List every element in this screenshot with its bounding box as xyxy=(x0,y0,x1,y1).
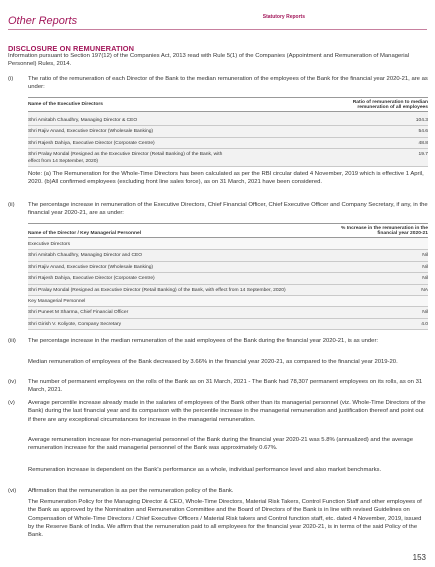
document-title: DISCLOSURE ON REMUNERATION xyxy=(8,44,135,53)
table2-name-cell: Shri Rajiv Anand, Executive Director (Wholesale Banking) xyxy=(28,261,328,272)
item-iii-text: The percentage increase in the median remuneration of the said employees of the Bank during the financial year 2020-21, is as under: xyxy=(28,338,379,344)
header-divider xyxy=(8,29,427,30)
item-iv-marker: (iv) xyxy=(8,379,17,385)
table1-name-cell: Shri Rajesh Dahiya, Executive Director (Corporate Centre) xyxy=(28,137,328,148)
director-ratio-table xyxy=(28,97,428,167)
table-row xyxy=(28,307,428,318)
table1-name-cell: Shri Amitabh Chaudhry, Managing Director & CEO xyxy=(28,112,328,126)
remuneration-policy-text: The Remuneration Policy for the Managing Director & CEO, Whole-Time Directors, Material Risk Takers, Control Function Staff and other employees of the Bank as approved by the Nomination and Remuneration Committee and the Board of Directors of the Bank is in line with revised Guidelines on Compensation of Whole-Time Directors / Chief Executive Officers / Material Risk takers and Control function staff, etc. dated 4 November, 2019, issued by the Reserve Bank of India. We affirm that the remuneration paid to all employees for the financial year 2020-21, is in terms of the said Policy of the Bank. xyxy=(28,499,422,539)
table1-value-cell: 54.6 xyxy=(328,126,428,137)
statutory-reports-label: Statutory Reports xyxy=(262,14,305,20)
table1-header-name: Name of the Executive Directors xyxy=(28,98,328,112)
table-row xyxy=(28,261,428,272)
table1-value-cell: 19.7 xyxy=(328,149,428,167)
item-vi-text: Affirmation that the remuneration is as per the remuneration policy of the Bank. xyxy=(28,488,234,494)
table1-note: Note: (a) The Remuneration for the Whole-Time Directors has been calculated as per the RBI circular dated 4 November, 2019 which is effective 1 April, 2020. (b)All confirmed employees (excluding front line sales force), as on 31 March, 2021 have been considered. xyxy=(28,171,424,186)
item-i-text: The ratio of the remuneration of each Director of the Bank to the median remuneration of the employees of the Bank for the financial year 2020-21, are as under: xyxy=(28,76,428,91)
table-row xyxy=(28,318,428,329)
table2-name-cell: Shri Puneet M Sharma, Chief Financial Officer xyxy=(28,307,328,318)
table1-value-cell: 48.8 xyxy=(328,137,428,148)
table2-value-cell: Nil xyxy=(328,250,428,261)
table2-value-cell: Nil xyxy=(328,307,428,318)
average-increase-text: Average remuneration increase for non-managerial personnel of the Bank during the financial year 2020-21 was 5.8% (annualized) and the average remuneration increase for the said managerial personnel of the Bank was approximately 0.67%. xyxy=(28,437,413,452)
table-row xyxy=(28,149,428,167)
intro-paragraph: Information pursuant to Section 197(12) of the Companies Act, 2013 read with Rule 5(1) of the Companies (Appointment and Remuneration of Managerial Personnel) Rules, 2014. xyxy=(8,53,410,68)
page-number: 153 xyxy=(412,553,426,562)
table-row xyxy=(28,250,428,261)
item-i-marker: (i) xyxy=(8,76,14,82)
table2-value-cell: 4.0 xyxy=(328,318,428,329)
table2-header-increase: % Increase in the remuneration in the financial year 2020-21 xyxy=(328,224,428,238)
performance-dependency-text: Remuneration increase is dependent on the Bank's performance as a whole, individual performance level and also market benchmarks. xyxy=(28,467,382,473)
item-iv-text: The number of permanent employees on the rolls of the Bank as on 31 March, 2021 - The Bank had 78,307 permanent employees on its rolls, as on 31 March, 2021. xyxy=(28,379,423,394)
table1-name-cell: Shri Rajiv Anand, Executive Director (Wholesale Banking) xyxy=(28,126,328,137)
table1-name-cell: Shri Pralay Mondal (Resigned as the Executive Director (Retail Banking) of the Bank, with effect from 14 September, 2020) xyxy=(28,149,328,167)
item-iii-marker: (iii) xyxy=(8,338,16,344)
table2-name-cell: Shri Amitabh Chaudhry, Managing Director and CEO xyxy=(28,250,328,261)
item-v-marker: (v) xyxy=(8,400,15,406)
item-v-text: Average percentile increase already made in the salaries of employees of the Bank other than its managerial personnel (viz. Whole-Time Directors of the Bank) during the last financial year and its comparison with the percentile increase in the managerial remuneration and justification thereof and point out if there are any exceptional circumstances for increase in the managerial remuneration. xyxy=(28,400,426,423)
table-row xyxy=(28,112,428,126)
table1-value-cell: 104.3 xyxy=(328,112,428,126)
table2-name-cell: Shri Girish V. Koliyote, Company Secretary xyxy=(28,318,328,329)
table2-value-cell: NA xyxy=(328,284,428,295)
table-row xyxy=(28,284,428,295)
table2-section-kmp: Key Managerial Personnel xyxy=(28,296,428,307)
table-row xyxy=(28,273,428,284)
item-ii-text: The percentage increase in remuneration of the Executive Directors, Chief Financial Officer, Chief Executive Officer and Company Secretary, if any, in the financial year 2020-21, are as under: xyxy=(28,202,428,217)
table2-value-cell: Nil xyxy=(328,261,428,272)
report-section-title: Other Reports xyxy=(8,15,78,27)
item-ii-marker: (ii) xyxy=(8,202,15,208)
item-vi-marker: (vi) xyxy=(8,488,17,494)
median-remuneration-text: Median remuneration of employees of the Bank decreased by 3.66% in the financial year 2020-21, as compared to the financial year 2019-20. xyxy=(28,359,398,365)
table1-header-ratio: Ratio of remuneration to median remuneration of all employees xyxy=(328,98,428,112)
table2-name-cell: Shri Rajesh Dahiya, Executive Director (Corporate Centre) xyxy=(28,273,328,284)
table2-name-cell: Shri Pralay Mondal (Resigned as Executive Director (Retail Banking) of the Bank, with effect from 14 September, 2020) xyxy=(28,284,328,295)
table2-value-cell: Nil xyxy=(328,273,428,284)
table2-header-name: Name of the Director / Key Managerial Personnel xyxy=(28,224,328,238)
remuneration-increase-table xyxy=(28,223,428,330)
table-row xyxy=(28,137,428,148)
table2-section-executive: Executive Directors xyxy=(28,238,428,250)
table-row xyxy=(28,126,428,137)
